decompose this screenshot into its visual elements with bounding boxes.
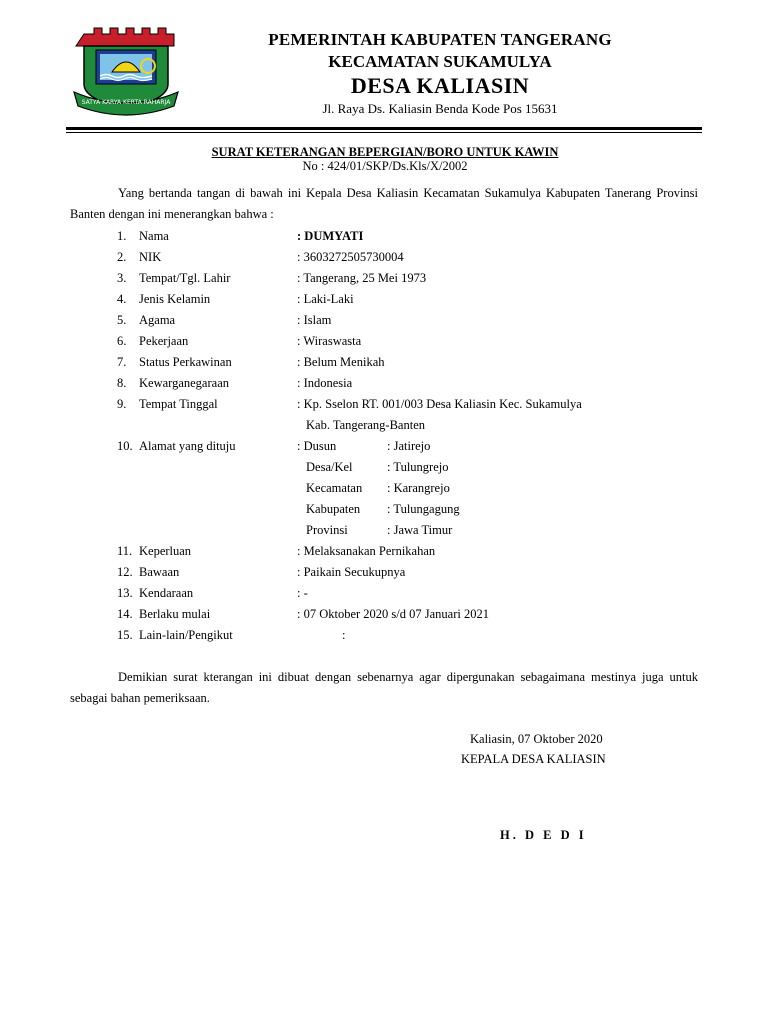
list-item: 11. Keperluan : Melaksanakan Pernikahan [117,544,436,558]
destination-row: Desa/Kel : Tulungrejo [306,460,449,474]
intro-paragraph: Yang bertanda tangan di bawah ini Kepala Desa Kaliasin Kecamatan Sukamulya Kabupaten Tanerang Provinsi Banten dengan ini menerangkan bahwa : [70,186,698,221]
destination-row: Kabupaten : Tulungagung [306,502,460,516]
details-list [117,226,707,646]
document-number: No : 424/01/SKP/Ds.Kls/X/2002 [302,159,468,173]
header-government: PEMERINTAH KABUPATEN TANGERANG [268,30,612,49]
list-item: 1. Nama : DUMYATI [117,226,707,247]
header-address: Jl. Raya Ds. Kaliasin Benda Kode Pos 15631 [322,101,558,116]
list-item: 8. Kewarganegaraan : Indonesia [117,376,353,390]
list-item: 15. Lain-lain/Pengikut : [117,628,346,642]
document-title: SURAT KETERANGAN BEPERGIAN/BORO UNTUK KAWIN [211,145,559,159]
list-item: 9. Tempat Tinggal : Kp. Sselon RT. 001/003 Desa Kaliasin Kec. Sukamulya [117,397,582,411]
name-value: : DUMYATI [297,229,364,243]
list-item: 2. NIK : 3603272505730004 [117,250,404,264]
signature-place-date: Kaliasin, 07 Oktober 2020 [470,732,603,746]
list-item: 12. Bawaan : Paikain Secukupnya [117,565,406,579]
list-item: 14. Berlaku mulai : 07 Oktober 2020 s/d 07 Januari 2021 [117,607,489,621]
closing-paragraph: Demikian surat kterangan ini dibuat dengan sebenarnya agar dipergunakan sebagaimana mestinya juga untuk sebagai bahan pemeriksaan. [70,670,698,705]
signature-position: KEPALA DESA KALIASIN [461,752,606,766]
destination-row: Provinsi : Jawa Timur [306,523,453,537]
list-item: 7. Status Perkawinan : Belum Menikah [117,355,385,369]
list-item: 4. Jenis Kelamin : Laki-Laki [117,292,354,306]
destination-row: Kecamatan : Karangrejo [306,481,450,495]
emblem-motto: SATYA KARYA KERTA RAHARJA [81,99,171,106]
signature-name: H. D E D I [500,828,587,842]
header-divider-thick [66,127,702,130]
header-village: DESA KALIASIN [350,73,530,98]
list-item: 3. Tempat/Tgl. Lahir : Tangerang, 25 Mei 1973 [117,271,427,285]
header-district: KECAMATAN SUKAMULYA [328,52,552,71]
list-item: 10. Alamat yang dituju : Dusun : Jatirejo [117,439,431,453]
kabupaten-tangerang-emblem [70,22,182,118]
header-divider-thin [66,132,702,133]
list-item: 6. Pekerjaan : Wiraswasta [117,334,362,348]
list-item-continuation: Kab. Tangerang-Banten [306,418,425,432]
list-item: 5. Agama : Islam [117,313,332,327]
list-item: 13. Kendaraan : - [117,586,308,600]
